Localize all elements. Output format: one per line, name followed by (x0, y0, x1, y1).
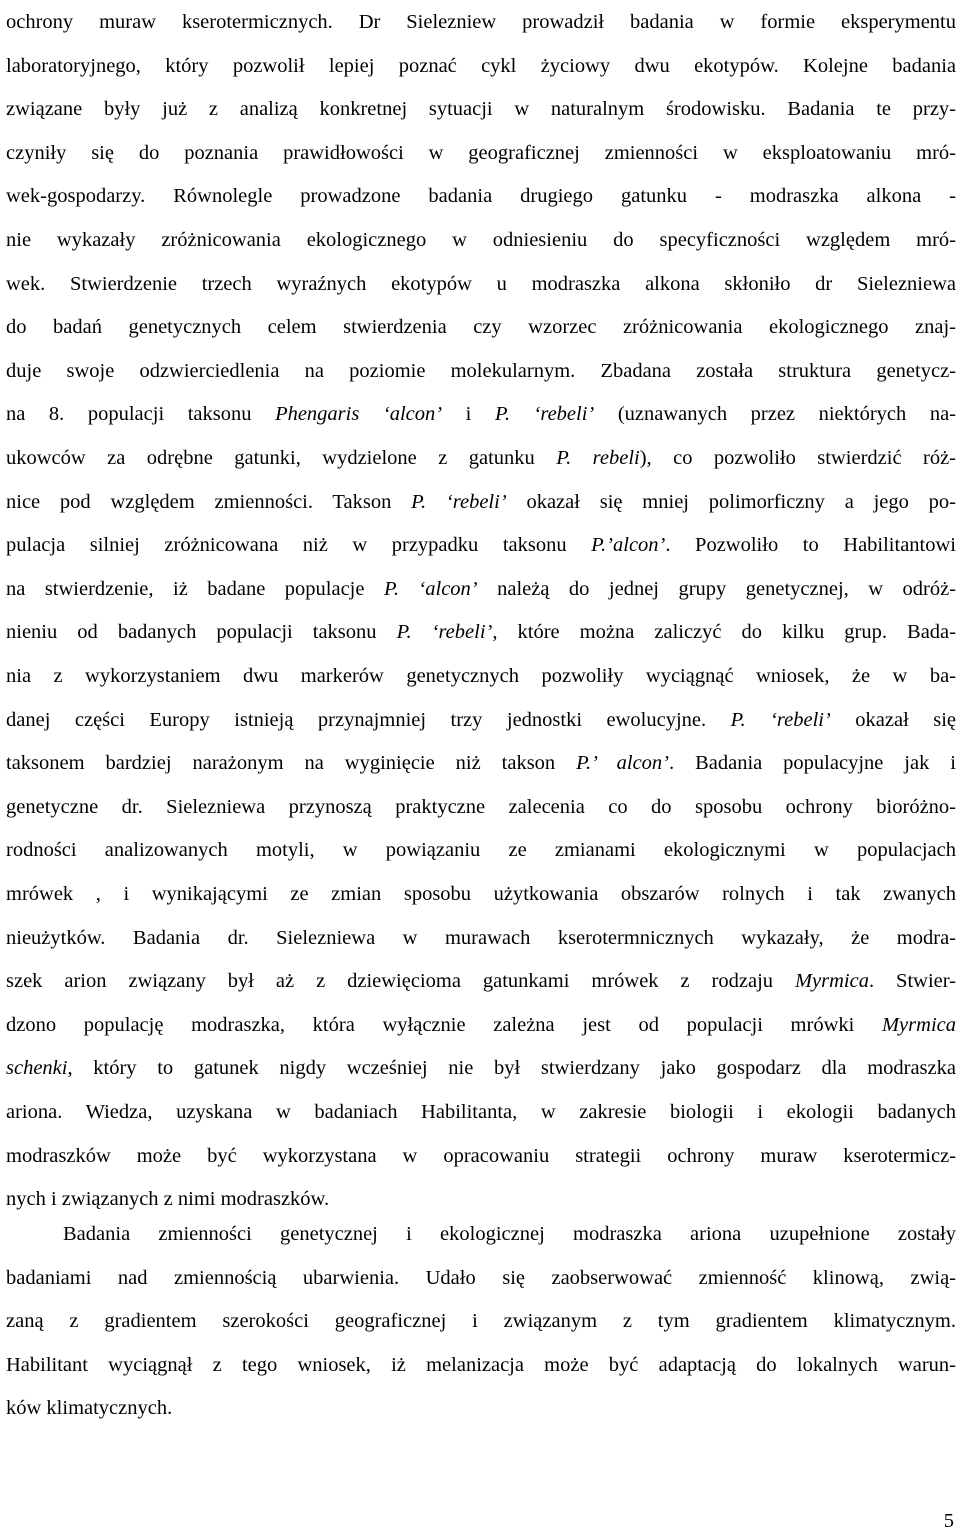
text-line (6, 1134, 956, 1178)
text-segment: okazał się mniej polimorficzny a jego po- (506, 490, 957, 513)
text-line (6, 87, 956, 131)
italic-text: P. ‘rebeli’ (411, 490, 507, 513)
text-segment: nie wykazały zróżnicowania ekologicznego w odniesieniu do specyficzności względem mró- (6, 229, 956, 251)
text-segment: okazał się (830, 708, 957, 731)
italic-text: P. rebeli (556, 447, 640, 469)
text-line (6, 349, 956, 393)
text-line (6, 218, 956, 262)
text-segment: ariona. Wiedza, uzyskana w badaniach Habilitanta, w zakresie biologii i ekologii badanych (6, 1101, 956, 1123)
text-segment: . Badania populacyjne jak i (669, 752, 956, 775)
italic-text: Myrmica (881, 1013, 956, 1036)
text-line (6, 44, 956, 88)
text-line (6, 523, 956, 567)
text-line (6, 305, 956, 349)
text-line (6, 785, 956, 829)
page-number: 5 (943, 1510, 954, 1532)
text-line (6, 741, 956, 785)
text-segment: szek arion związany był aż z dziewięcioma gatunkami mrówek z rodzaju (6, 970, 795, 993)
text-segment: ków klimatycznych. (6, 1397, 173, 1420)
text-line (6, 262, 956, 306)
text-segment: na stwierdzenie, iż badane populacje (6, 577, 384, 600)
text-segment: czyniły się do poznania prawidłowości w geograficznej zmienności w eksploatowaniu mró- (6, 141, 956, 164)
text-segment: ochrony muraw kserotermicznych. Dr Sielezniew prowadził badania w formie eksperymentu (6, 11, 956, 33)
text-line (6, 828, 956, 872)
text-line (6, 698, 956, 742)
text-segment: pulacja silniej zróżnicowana niż w przypadku taksonu (6, 534, 592, 557)
italic-text: P. ‘rebeli’ (396, 621, 493, 644)
text-segment: wek. Stwierdzenie trzech wyraźnych ekotypów u modraszka alkona skłoniło dr Sielezniewa (6, 272, 956, 295)
text-segment: związane były już z analizą konkretnej sytuacji w naturalnym środowisku. Badania te przy- (6, 98, 956, 121)
text-line (6, 610, 956, 654)
text-segment: na 8. populacji taksonu (6, 403, 276, 426)
text-segment: duje swoje odzwierciedlenia na poziomie molekularnym. Zbadana została struktura genetycz- (6, 359, 956, 382)
text-segment: Habilitant wyciągnął z tego wniosek, iż melanizacja może być adaptacją do lokalnych warun- (6, 1353, 956, 1376)
text-segment: nieniu od badanych populacji taksonu (6, 621, 397, 644)
text-segment: ukowców za odrębne gatunki, wydzielone z gatunku (6, 447, 557, 469)
text-line (6, 959, 956, 1003)
text-segment: badaniami nad zmiennością ubarwienia. Udało się zaobserwować zmienność klinową, zwią- (6, 1266, 956, 1289)
text-line (6, 654, 956, 698)
text-line (6, 1343, 956, 1387)
text-line (6, 1256, 956, 1300)
text-segment: wek-gospodarzy. Równolegle prowadzone badania drugiego gatunku - modraszka alkona - (6, 185, 956, 208)
italic-text: schenki (6, 1057, 68, 1080)
text-line (6, 480, 956, 524)
text-segment: . Stwier- (868, 970, 956, 993)
text-segment: laboratoryjnego, który pozwolił lepiej poznać cykl życiowy dwu ekotypów. Kolejne badania (6, 54, 956, 77)
text-segment: i (442, 403, 495, 426)
text-line (6, 1299, 956, 1343)
text-line (6, 1386, 956, 1430)
text-line (6, 567, 956, 611)
text-line (6, 916, 956, 960)
italic-text: Phengaris ‘alcon’ (275, 403, 443, 426)
italic-text: P.’ alcon’ (576, 752, 669, 775)
text-segment: . Pozwoliło to Habilitantowi (665, 534, 956, 557)
text-segment: ), co pozwoliło stwierdzić róż- (639, 447, 956, 469)
text-segment: mrówek , i wynikającymi ze zmian sposobu użytkowania obszarów rolnych i tak zwanych (6, 883, 956, 905)
text-segment: Badania zmienności genetycznej i ekologicznej modraszka ariona uzupełnione zostały (63, 1223, 956, 1245)
text-segment: , które można zaliczyć do kilku grup. Bada- (492, 621, 956, 644)
text-segment: modraszków może być wykorzystana w opracowaniu strategii ochrony muraw kserotermicz- (6, 1144, 956, 1167)
text-line (6, 1003, 956, 1047)
text-segment: należą do jednej grupy genetycznej, w odróż- (477, 577, 957, 600)
italic-text: P. ‘rebeli’ (730, 708, 831, 731)
text-segment: nia z wykorzystaniem dwu markerów genetycznych pozwoliły wyciągnąć wniosek, że w ba- (6, 665, 956, 687)
text-segment: taksonem bardziej narażonym na wyginięcie niż takson (6, 752, 577, 775)
text-segment: dzono populację modraszka, która wyłącznie zależna jest od populacji mrówki (6, 1013, 882, 1036)
text-segment: nych i związanych z nimi modraszków. (6, 1188, 330, 1211)
text-segment: zaną z gradientem szerokości geograficznej i związanym z tym gradientem klimatycznym. (6, 1310, 956, 1333)
text-segment: genetyczne dr. Sielezniewa przynoszą praktyczne zalecenia co do sposobu ochrony bioróżno- (6, 795, 956, 818)
text-line (6, 1090, 956, 1134)
text-line (6, 1212, 956, 1256)
text-line (6, 174, 956, 218)
text-segment: nice pod względem zmienności. Takson (6, 490, 412, 513)
text-line (6, 0, 956, 44)
text-line (6, 1046, 956, 1090)
text-segment: nieużytków. Badania dr. Sielezniewa w murawach kserotermnicznych wykazały, że modra- (6, 926, 956, 949)
italic-text: P.’alcon’ (591, 534, 666, 557)
text-segment: rodności analizowanych motyli, w powiązaniu ze zmianami ekologicznymi w populacjach (6, 839, 956, 862)
italic-text: Myrmica (794, 970, 869, 993)
text-segment: (uznawanych przez niektórych na- (594, 403, 957, 426)
italic-text: P. ‘rebeli’ (494, 403, 595, 426)
text-segment: , który to gatunek nigdy wcześniej nie był stwierdzany jako gospodarz dla modraszka (67, 1057, 956, 1080)
text-segment: do badań genetycznych celem stwierdzenia czy wzorzec zróżnicowania ekologicznego znaj- (6, 316, 956, 339)
text-line (6, 131, 956, 175)
italic-text: P. ‘alcon’ (383, 577, 478, 600)
text-line (6, 392, 956, 436)
text-line (6, 872, 956, 916)
text-segment: danej części Europy istnieją przynajmniej trzy jednostki ewolucyjne. (6, 708, 731, 731)
text-line (6, 436, 956, 480)
